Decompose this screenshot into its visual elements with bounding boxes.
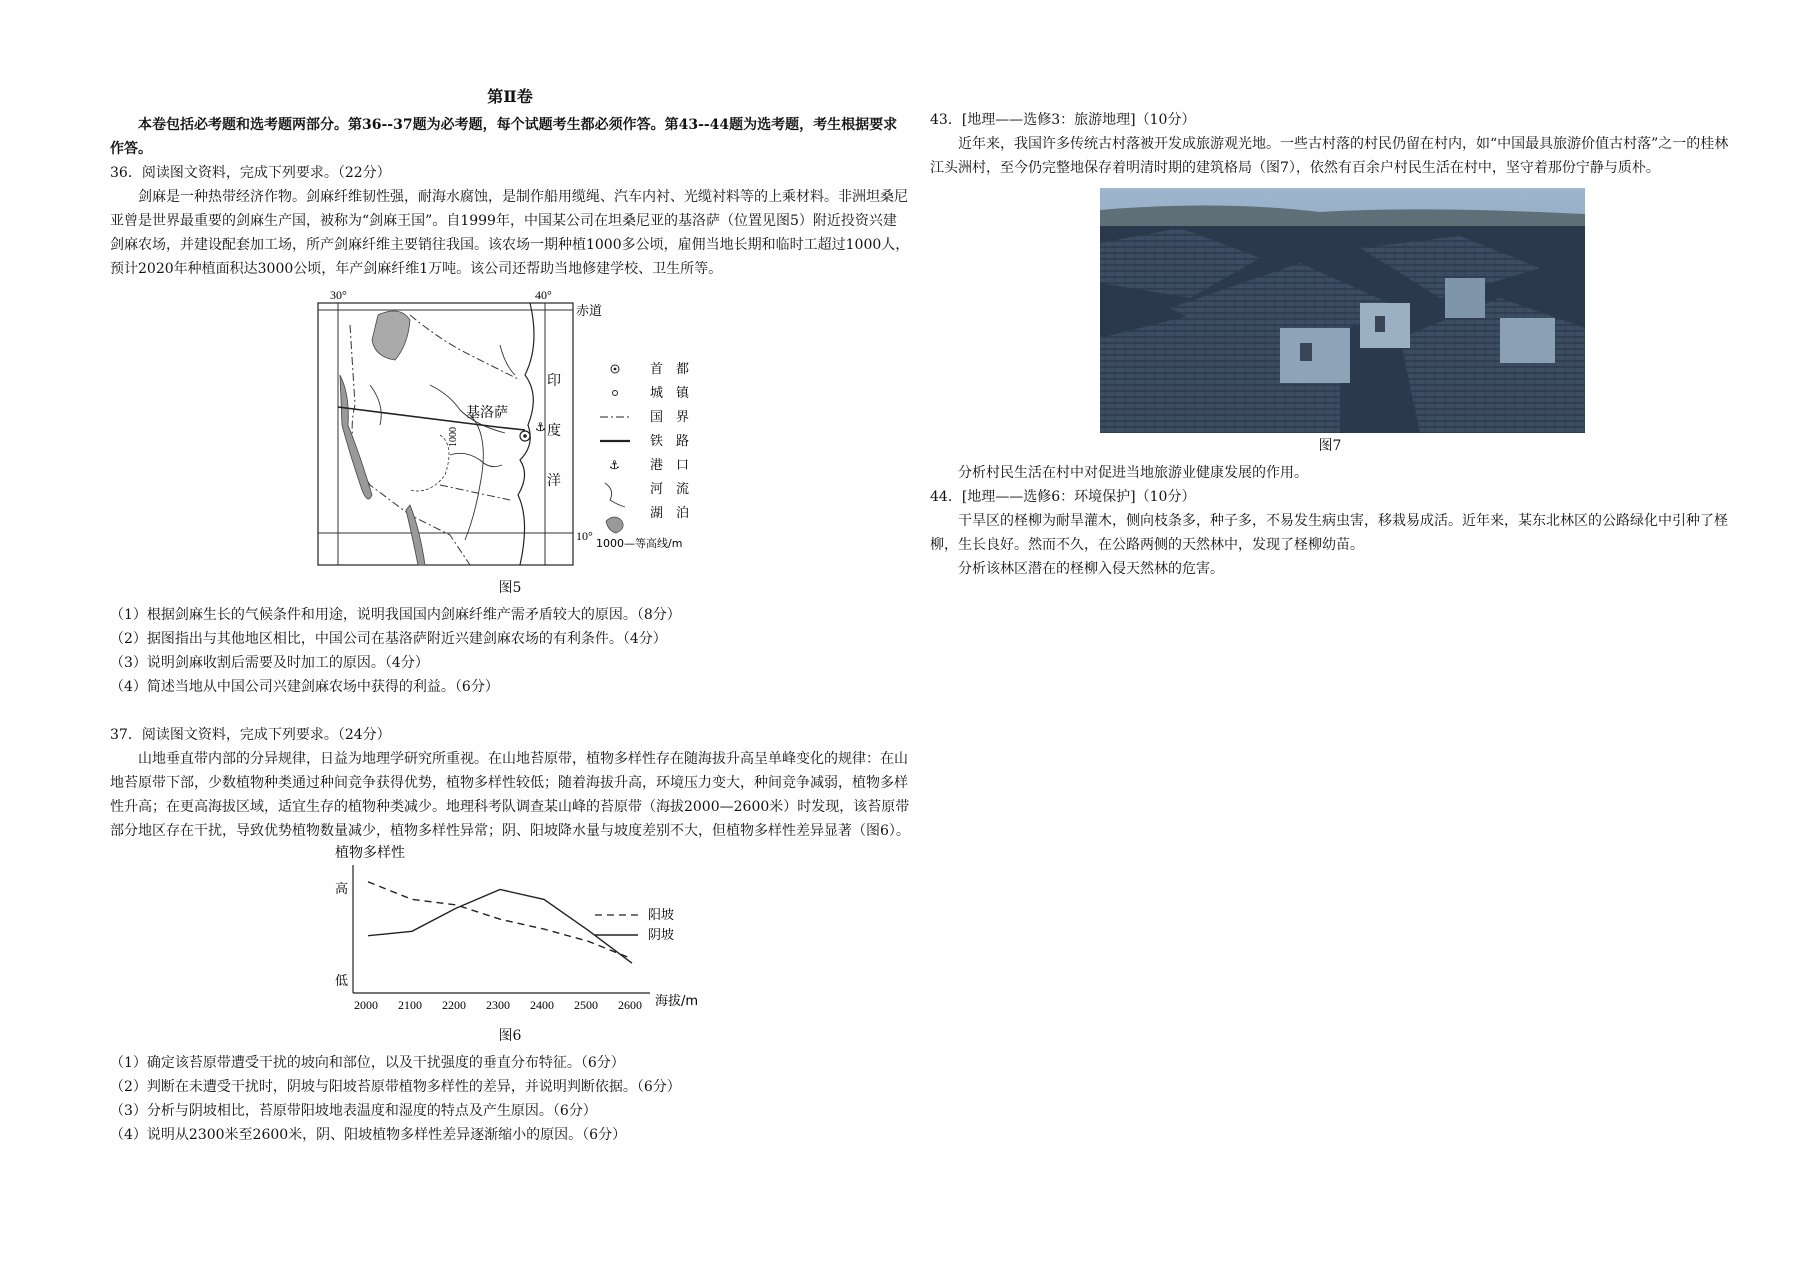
chart-ylabel: 植物多样性 [335, 845, 405, 861]
q43-question: 分析村民生活在村中对促进当地旅游业健康发展的作用。 [958, 465, 1308, 481]
map-place-kilosa: 基洛萨 [466, 405, 508, 421]
q43-paragraph: 近年来，我国许多传统古村落被开发成旅游观光地。一些古村落的村民仍留在村内，如“中国最具旅游价值古村落”之一的桂林江头洲村，至今仍完整地保存着明清时期的建筑格局（图7），依然有百余户村民生活在村中，坚守着那份宁静与质朴。 [930, 136, 1729, 176]
q36-heading: 36．阅读图文资料，完成下列要求。（22分） [110, 165, 391, 181]
chart-xtick-2000: 2000 [354, 998, 378, 1012]
chart-xtick-2100: 2100 [398, 998, 422, 1012]
map-ocean-3: 洋 [547, 473, 561, 489]
tanzania-map [110, 285, 690, 575]
map-lat-10: 10° [576, 529, 593, 543]
chart-xtick-2200: 2200 [442, 998, 466, 1012]
chart-xtick-2300: 2300 [486, 998, 510, 1012]
legend-town: 城 镇 [650, 386, 690, 401]
map-legend [596, 361, 690, 550]
legend-lake: 湖 泊 [650, 506, 690, 521]
figure7-caption: 图7 [1318, 438, 1342, 454]
figure6-caption: 图6 [498, 1028, 522, 1044]
q37-question-4: （4）说明从2300米至2600米，阴、阳坡植物多样性差异逐渐缩小的原因。（6分） [110, 1127, 627, 1143]
chart-ytick-low: 低 [335, 974, 349, 989]
map-ocean-2: 度 [547, 423, 561, 439]
legend-contour: 1000—等高线/m [596, 537, 683, 550]
map-lon-30: 30° [330, 288, 347, 302]
figure7-village-photo [1100, 188, 1585, 433]
q36-question-3: （3）说明剑麻收割后需要及时加工的原因。（4分） [110, 655, 429, 671]
chart-xtick-2500: 2500 [574, 998, 598, 1012]
q36-question-1: （1）根据剑麻生长的气候条件和用途，说明我国国内剑麻纤维产需矛盾较大的原因。（8分） [110, 607, 681, 623]
chart-ytick-high: 高 [335, 882, 349, 897]
q43-heading: 43．[地理——选修3：旅游地理]（10分） [930, 112, 1196, 128]
legend-sunny-slope: 阳坡 [648, 908, 675, 923]
left-column [110, 84, 910, 1147]
figure5-caption: 图5 [498, 580, 522, 596]
q44-heading: 44．[地理——选修6：环境保护]（10分） [930, 489, 1196, 505]
legend-border: 国 界 [650, 410, 690, 425]
q37-question-2: （2）判断在未遭受干扰时，阴坡与阳坡苔原带植物多样性的差异，并说明判断依据。（6分） [110, 1079, 681, 1095]
figure5-map [110, 285, 690, 575]
chart-legend [595, 907, 674, 943]
q37-paragraph: 山地垂直带内部的分异规律，日益为地理学研究所重视。在山地苔原带，植物多样性存在随海拔升高呈单峰变化的规律：在山地苔原带下部，少数植物种类通过种间竞争获得优势，植物多样性较低；随着海拔升高，环境压力变大，种间竞争减弱，植物多样性升高；在更高海拔区域，适宜生存的植物种类减少。地理科考队调查某山峰的苔原带（海拔2000—2600米）时发现，该苔原带部分地区存在干扰，导致优势植物数量减少，植物多样性异常；阴、阳坡降水量与坡度差别不大，但植物多样性差异显著（图6）。 [110, 751, 910, 839]
chart-xlabel: 海拔/m [655, 994, 699, 1009]
legend-river: 河 流 [650, 482, 690, 497]
q44-paragraph: 干旱区的柽柳为耐旱灌木，侧向枝条多，种子多，不易发生病虫害，移栽易成活。近年来，某东北林区的公路绿化中引种了柽柳，生长良好。然而不久，在公路两侧的天然林中，发现了柽柳幼苗。 [930, 513, 1728, 553]
map-ocean-1: 印 [547, 373, 561, 389]
section-title: 第Ⅱ卷 [487, 87, 533, 106]
legend-port: 港 口 [650, 458, 690, 473]
chart-xtick-2600: 2600 [618, 998, 642, 1012]
legend-capital: 首 都 [650, 362, 690, 377]
q44-question: 分析该林区潜在的柽柳入侵天然林的危害。 [958, 561, 1224, 577]
map-equator-label: 赤道 [576, 304, 603, 319]
legend-railway: 铁 路 [650, 434, 690, 449]
chart-series-line-0 [368, 882, 632, 959]
chart-xtick-2400: 2400 [530, 998, 554, 1012]
q36-question-4: （4）简述当地从中国公司兴建剑麻农场中获得的利益。（6分） [110, 679, 499, 695]
q36-question-2: （2）据图指出与其他地区相比，中国公司在基洛萨附近兴建剑麻农场的有利条件。（4分） [110, 631, 667, 647]
q37-question-3: （3）分析与阴坡相比，苔原带阳坡地表温度和湿度的特点及产生原因。（6分） [110, 1103, 597, 1119]
chart-series-line-1 [368, 890, 632, 964]
right-column [930, 108, 1730, 581]
q37-heading: 37．阅读图文资料，完成下列要求。（24分） [110, 727, 391, 743]
map-lon-40: 40° [535, 288, 552, 302]
svg-text:⚓: ⚓ [609, 458, 620, 472]
port-anchor-icon: ⚓ [535, 420, 546, 434]
q37-question-1: （1）确定该苔原带遭受干扰的坡向和部位，以及干扰强度的垂直分布特征。（6分） [110, 1055, 625, 1071]
legend-shady-slope: 阴坡 [648, 928, 675, 943]
figure6-chart [110, 843, 910, 1023]
q36-paragraph: 剑麻是一种热带经济作物。剑麻纤维韧性强，耐海水腐蚀，是制作船用缆绳、汽车内衬、光缆衬料等的上乘材料。非洲坦桑尼亚曾是世界最重要的剑麻生产国，被称为“剑麻王国”。自1999年，中国某公司在坦桑尼亚的基洛萨（位置见图5）附近投资兴建剑麻农场，并建设配套加工场，所产剑麻纤维主要销往我国。该农场一期种植1000多公顷，雇佣当地长期和临时工超过1000人，预计2020年种植面积达3000公顷，年产剑麻纤维1万吨。该公司还帮助当地修建学校、卫生所等。 [110, 189, 910, 277]
map-contour-1000: 1000 [448, 427, 459, 447]
exam-intro: 本卷包括必考题和选考题两部分。第36--37题为必考题，每个试题考生都必须作答。第43--44题为选考题，考生根据要求作答。 [110, 117, 898, 157]
